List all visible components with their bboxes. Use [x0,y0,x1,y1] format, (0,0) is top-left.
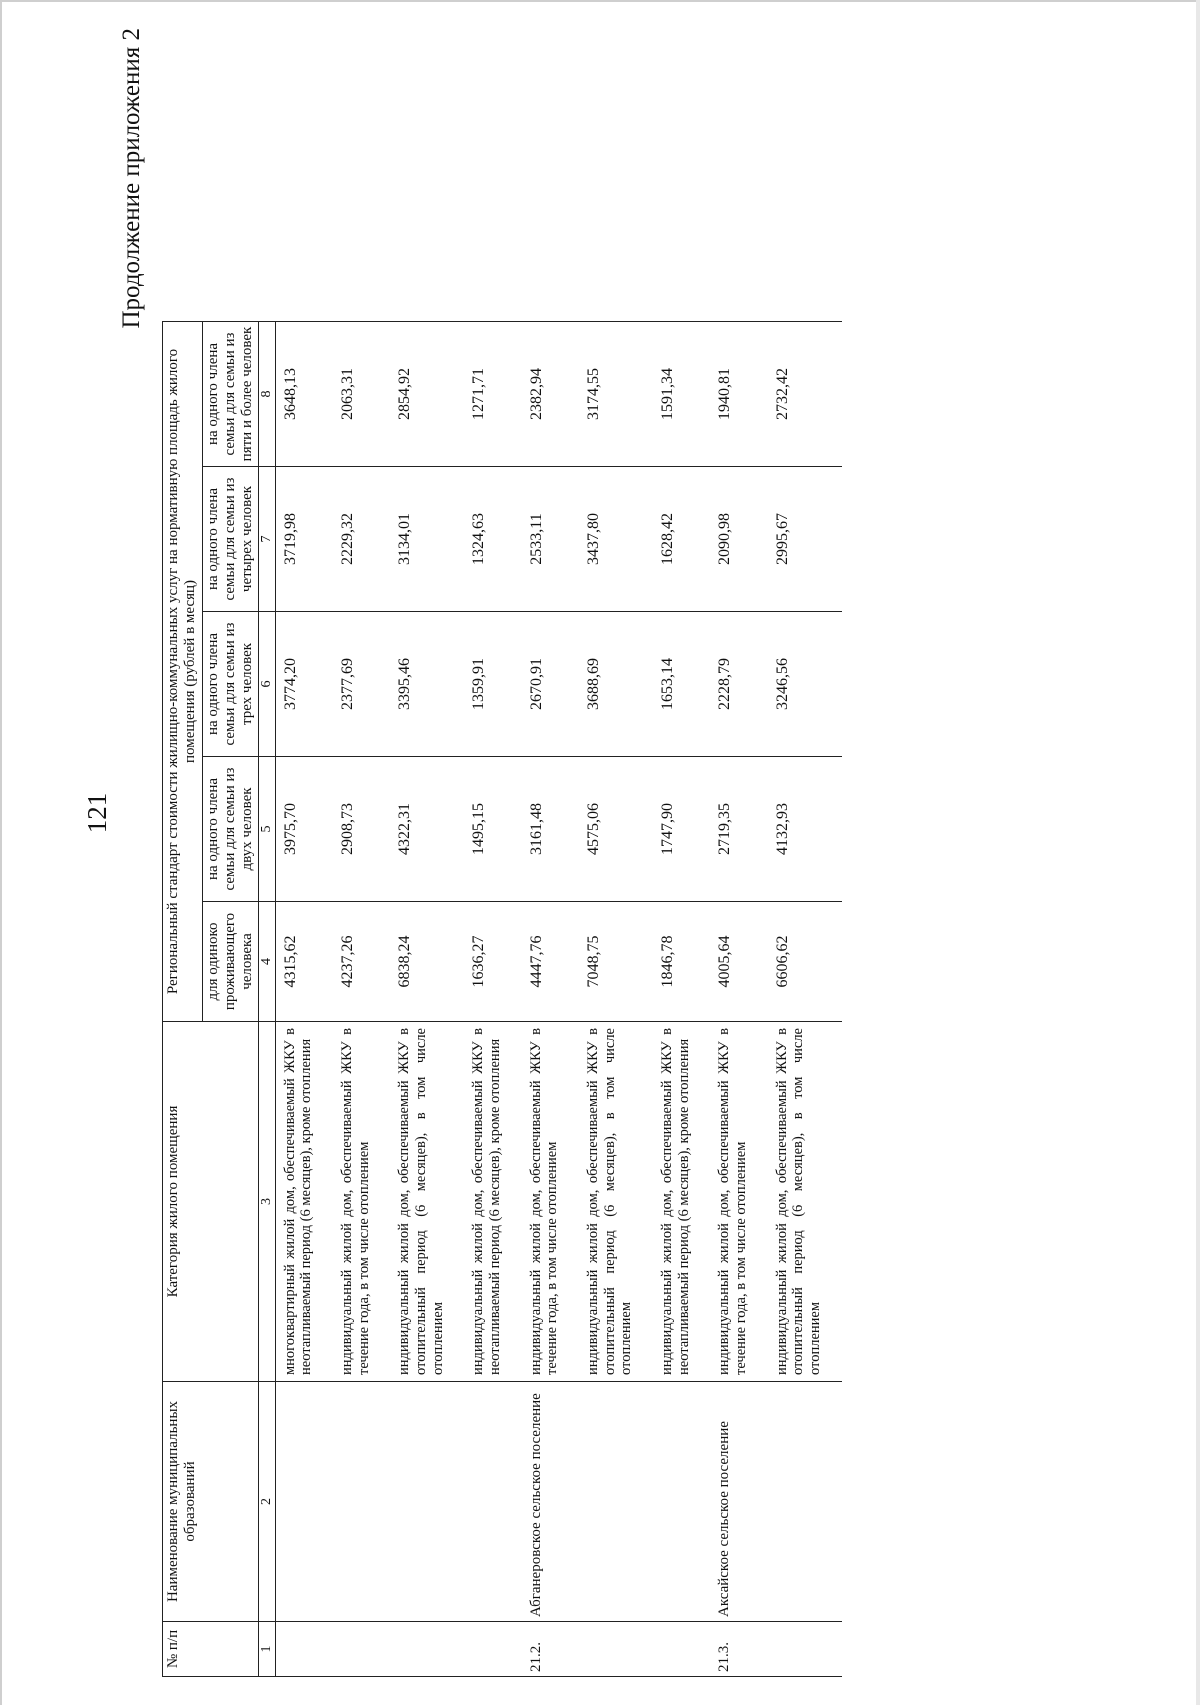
column-number: 7 [259,467,275,612]
municipality-name [333,1382,390,1622]
standard-value: 1846,78 [653,902,710,1022]
table-body [275,181,842,1676]
standard-value: 3719,98 [275,467,333,612]
table-row [579,181,653,1676]
row-number [333,1622,390,1677]
standard-value: 1271,71 [464,321,521,466]
column-number: 5 [259,757,275,902]
row-number [768,1622,842,1677]
header-col-4: для одиноко проживающего человека [202,902,259,1022]
header-num: № п/п [163,1622,259,1677]
standard-value: 2229,32 [333,467,390,612]
table-row [710,181,767,1676]
municipality-name [579,1382,653,1622]
table-row [522,181,579,1676]
housing-category: индивидуальный жилой дом, обеспечиваемый ЖКУ в течение года, в том числе отоплением [710,1022,767,1382]
row-number [464,1622,521,1677]
header-col-8: на одного члена семьи для семьи из пяти и более человек [202,321,259,466]
header-col-7: на одного члена семьи для семьи из четырех человек [202,467,259,612]
standard-value: 1628,42 [653,467,710,612]
standard-value: 2063,31 [333,321,390,466]
municipality-name: Аксайское сельское поселение [710,1382,767,1622]
standard-value: 4447,76 [522,902,579,1022]
municipality-name [653,1382,710,1622]
housing-category: индивидуальный жилой дом, обеспечиваемый ЖКУ в течение года, в том числе отоплением [522,1022,579,1382]
table-row [768,181,842,1676]
standard-value: 3975,70 [275,757,333,902]
row-number: 21.2. [522,1622,579,1677]
column-number: 2 [259,1382,275,1622]
standard-value: 1324,63 [464,467,521,612]
housing-category: индивидуальный жилой дом, обеспечиваемый ЖКУ в отопительный период (6 месяцев), в том числе отоплением [390,1022,464,1382]
standard-value: 3174,55 [579,321,653,466]
standard-value: 3395,46 [390,612,464,757]
table-row [390,181,464,1676]
table-row [333,181,390,1676]
standard-value: 1495,15 [464,757,521,902]
municipality-name [390,1382,464,1622]
standard-value: 2670,91 [522,612,579,757]
standard-value: 3774,20 [275,612,333,757]
row-number: 21.3. [710,1622,767,1677]
column-number: 6 [259,612,275,757]
standard-value: 6606,62 [768,902,842,1022]
column-number: 3 [259,1022,275,1382]
standard-value: 1636,27 [464,902,521,1022]
standard-value: 3437,80 [579,467,653,612]
standard-value: 1653,14 [653,612,710,757]
row-number [579,1622,653,1677]
column-number: 8 [259,321,275,466]
standard-value: 2090,98 [710,467,767,612]
standard-value: 2382,94 [522,321,579,466]
row-number [653,1622,710,1677]
continuation-title: Продолжение приложения 2 [118,28,145,329]
standard-value: 2732,42 [768,321,842,466]
table-row [275,181,333,1676]
table-row [464,181,521,1676]
housing-category: индивидуальный жилой дом, обеспечиваемый ЖКУ в неотапливаемый период (6 месяцев), кроме отопления [653,1022,710,1382]
header-standard-group: Региональный стандарт стоимости жилищно-коммунальных услуг на нормативную площадь жилого помещения (рублей в месяц) [163,321,203,1021]
standard-value: 4315,62 [275,902,333,1022]
standard-value: 2533,11 [522,467,579,612]
housing-category: индивидуальный жилой дом, обеспечиваемый ЖКУ в неотапливаемый период (6 месяцев), кроме отопления [464,1022,521,1382]
standard-value: 1591,34 [653,321,710,466]
standard-value: 2719,35 [710,757,767,902]
standard-value: 3134,01 [390,467,464,612]
standard-value: 4005,64 [710,902,767,1022]
housing-category: индивидуальный жилой дом, обеспечиваемый ЖКУ в отопительный период (6 месяцев), в том числе отоплением [579,1022,653,1382]
standard-value: 4132,93 [768,757,842,902]
standard-value: 3688,69 [579,612,653,757]
standard-value: 1940,81 [710,321,767,466]
column-number: 4 [259,902,275,1022]
header-category: Категория жилого помещения [163,1022,259,1382]
header-col-5: на одного члена семьи для семьи из двух человек [202,757,259,902]
housing-category: многоквартирный жилой дом, обеспечиваемый ЖКУ в неотапливаемый период (6 месяцев), кроме отопления [275,1022,333,1382]
header-municipality: Наименование муниципальных образований [163,1382,259,1622]
table-row [653,181,710,1676]
municipality-name [275,1382,333,1622]
standard-value: 2854,92 [390,321,464,466]
municipality-name [464,1382,521,1622]
column-number-row [259,181,275,1676]
standard-value: 3161,48 [522,757,579,902]
standard-value: 4575,06 [579,757,653,902]
standard-value: 7048,75 [579,902,653,1022]
standard-value: 2377,69 [333,612,390,757]
standard-value: 4322,31 [390,757,464,902]
standard-value: 1359,91 [464,612,521,757]
standard-value: 2228,79 [710,612,767,757]
standard-value: 2995,67 [768,467,842,612]
header-col-6: на одного члена семьи для семьи из трех человек [202,612,259,757]
row-number [390,1622,464,1677]
rates-table [162,181,842,1677]
row-number [275,1622,333,1677]
standard-value: 3648,13 [275,321,333,466]
column-number: 1 [259,1622,275,1677]
page-number: 121 [82,792,112,834]
municipality-name [768,1382,842,1622]
standard-value: 3246,56 [768,612,842,757]
standard-value: 4237,26 [333,902,390,1022]
housing-category: индивидуальный жилой дом, обеспечиваемый ЖКУ в отопительный период (6 месяцев), в том числе отоплением [768,1022,842,1382]
municipality-name: Абганеровское сельское поселение [522,1382,579,1622]
housing-category: индивидуальный жилой дом, обеспечиваемый ЖКУ в течение года, в том числе отоплением [333,1022,390,1382]
standard-value: 1747,90 [653,757,710,902]
standard-value: 6838,24 [390,902,464,1022]
header-row-1 [163,181,203,1676]
standard-value: 2908,73 [333,757,390,902]
